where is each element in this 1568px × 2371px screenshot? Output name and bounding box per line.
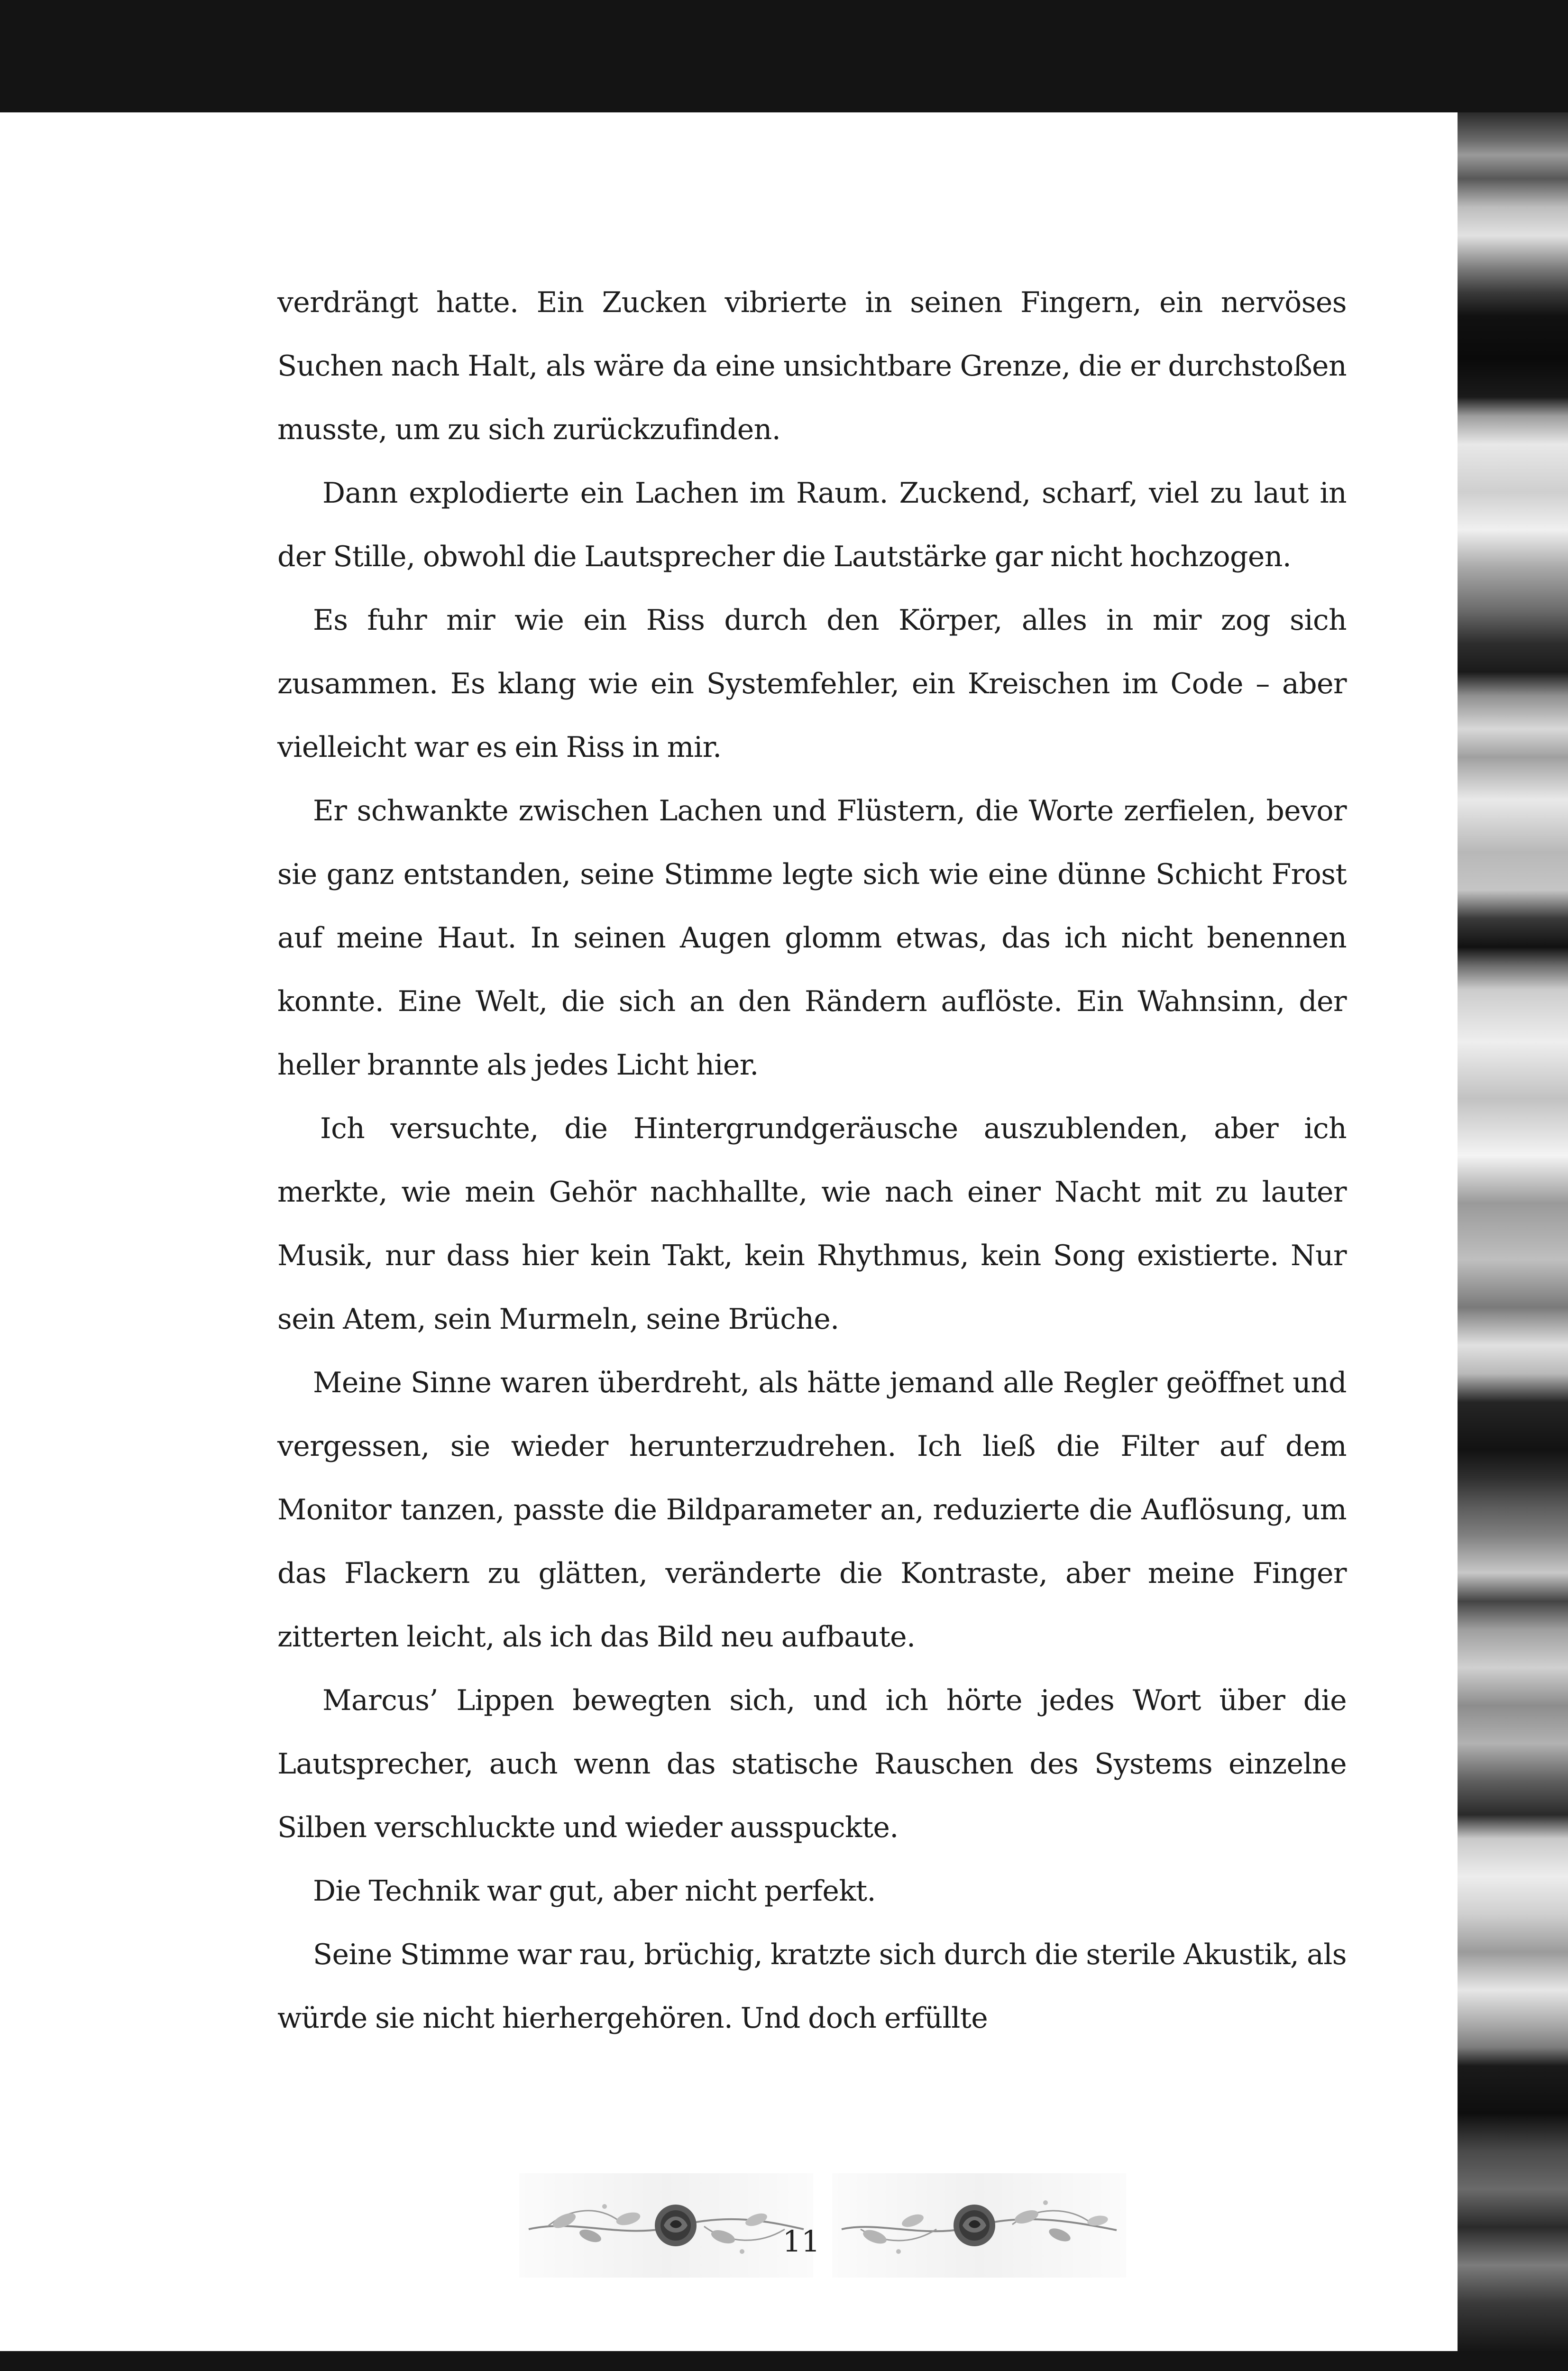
bottom-black-border	[0, 2351, 1568, 2371]
rose-vine-ornament-right-icon	[832, 2173, 1126, 2278]
paragraph-9: Seine Stimme war rau, brüchig, kratzte sich durch die sterile Akustik, als würde sie nicht hierhergehören. Und doch erfüllte	[277, 1938, 1347, 2035]
page-number: 11	[782, 2224, 820, 2259]
paragraph-1: verdrängt hatte. Ein Zucken vibrierte in seinen Fingern, ein nervöses Suchen nach Halt, als wäre da eine unsichtbare Grenze, die er durchstoßen musste, um zu sich zurückzufinden.	[277, 286, 1347, 446]
top-black-border	[0, 0, 1568, 112]
paragraph-5: Ich versuchte, die Hintergrundgeräusche auszublenden, aber ich merkte, wie mein Gehör nachhallte, wie nach einer Nacht mit zu lauter Musik, nur dass hier kein Takt, kein Rhythmus, kein Song existierte. Nur sein Atem, sein Murmeln, seine Brüche.	[277, 1112, 1347, 1336]
paragraph-2: Dann explodierte ein Lachen im Raum. Zuckend, scharf, viel zu laut in der Stille, obwohl die Lautsprecher die Lautstärke gar nicht hochzogen.	[277, 477, 1347, 573]
paragraph-8: Die Technik war gut, aber nicht perfekt.	[313, 1875, 876, 1908]
body-text	[277, 271, 1347, 2050]
paragraph-4: Er schwankte zwischen Lachen und Flüstern, die Worte zerfielen, bevor sie ganz entstanden, seine Stimme legte sich wie eine dünne Schicht Frost auf meine Haut. In seinen Augen glomm etwas, das ich nicht benennen konnte. Eine Welt, die sich an den Rändern auflöste. Ein Wahnsinn, der heller brannte als jedes Licht hier.	[277, 794, 1347, 1082]
paragraph-7: Marcus’ Lippen bewegten sich, und ich hörte jedes Wort über die Lautsprecher, auch wenn das statische Rauschen des Systems einzelne Silben verschluckte und wieder ausspuckte.	[277, 1684, 1347, 1844]
paragraph-3: Es fuhr mir wie ein Riss durch den Körper, alles in mir zog sich zusammen. Es klang wie ein Systemfehler, ein Kreischen im Code – aber vielleicht war es ein Riss in mir.	[277, 604, 1347, 764]
paragraph-6: Meine Sinne waren überdreht, als hätte jemand alle Regler geöffnet und vergessen, sie wieder herunterzudrehen. Ich ließ die Filter auf dem Monitor tanzen, passte die Bildparameter an, reduzierte die Auflösung, um das Flackern zu glätten, veränderte die Kontraste, aber meine Finger zitterten leicht, als ich das Bild neu aufbaute.	[277, 1366, 1347, 1654]
book-page	[0, 112, 1458, 2351]
glitch-texture-strip	[1458, 112, 1568, 2351]
